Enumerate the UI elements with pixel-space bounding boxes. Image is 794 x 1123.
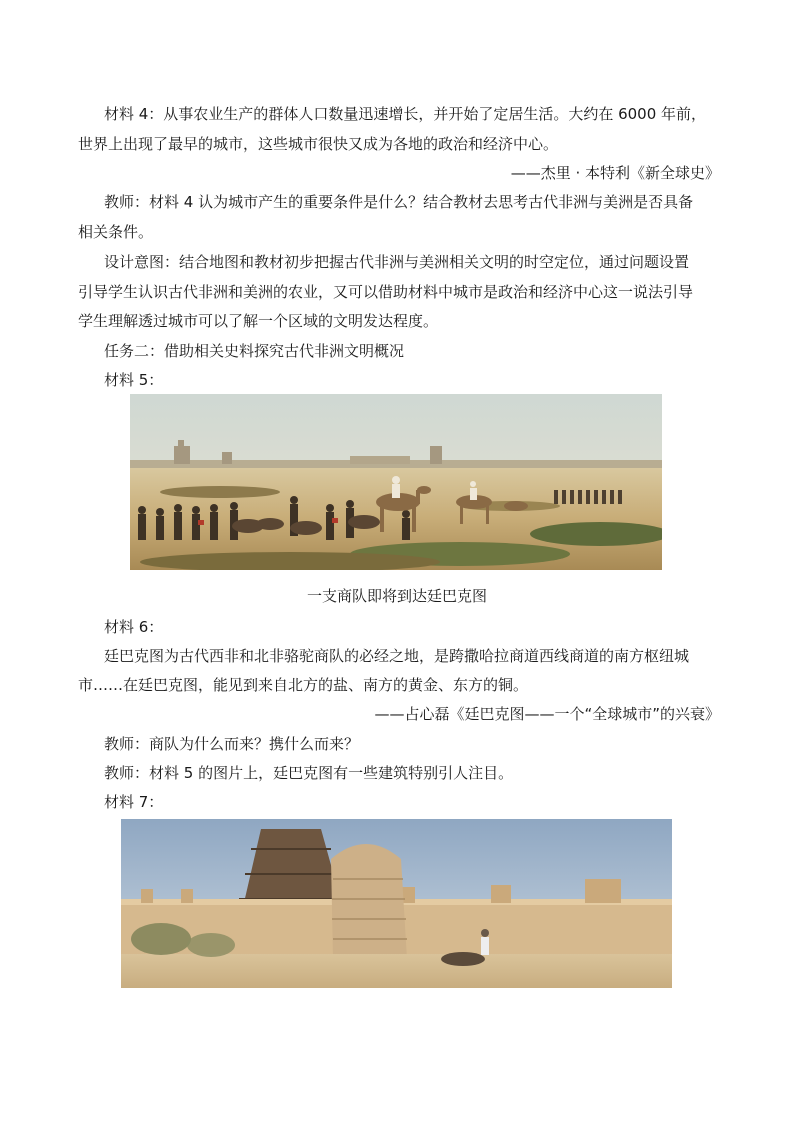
material4-line1: 材料 4：从事农业生产的群体人口数量迅速增长，并开始了定居生活。大约在 6000 年前， bbox=[104, 105, 707, 123]
material4-source: ——杰里 · 本特利《新全球史》 bbox=[510, 164, 720, 182]
teacher1-line1: 教师：材料 4 认为城市产生的重要条件是什么？结合教材去思考古代非洲与美洲是否具备 bbox=[104, 193, 694, 211]
mosque-photo bbox=[121, 819, 672, 988]
mosque-drawing bbox=[121, 819, 672, 988]
teacher2-line: 教师：商队为什么而来？携什么而来？ bbox=[104, 735, 360, 753]
material4-line2: 世界上出现了最早的城市，这些城市很快又成为各地的政治和经济中心。 bbox=[78, 135, 559, 153]
material5-label: 材料 5： bbox=[104, 371, 164, 389]
caravan-drawing bbox=[130, 394, 662, 570]
material6-source: ——占心磊《廷巴克图——一个“全球城市”的兴衰》 bbox=[374, 705, 720, 723]
material5-caption: 一支商队即将到达廷巴克图 bbox=[306, 587, 487, 605]
design-line3: 学生理解透过城市可以了解一个区域的文明发达程度。 bbox=[78, 312, 439, 330]
caravan-illustration bbox=[130, 394, 662, 570]
task2-heading: 任务二：借助相关史料探究古代非洲文明概况 bbox=[104, 342, 405, 360]
material6-line1: 廷巴克图为古代西非和北非骆驼商队的必经之地，是跨撒哈拉商道西线商道的南方枢纽城 bbox=[104, 647, 690, 665]
teacher3-line: 教师：材料 5 的图片上，廷巴克图有一些建筑特别引人注目。 bbox=[104, 764, 514, 782]
material6-label: 材料 6： bbox=[104, 618, 164, 636]
material7-label: 材料 7： bbox=[104, 793, 164, 811]
material6-line2: 市……在廷巴克图，能见到来自北方的盐、南方的黄金、东方的铜。 bbox=[78, 676, 529, 694]
design-line1: 设计意图：结合地图和教材初步把握古代非洲与美洲相关文明的时空定位，通过问题设置 bbox=[104, 253, 690, 271]
design-line2: 引导学生认识古代非洲和美洲的农业，又可以借助材料中城市是政治和经济中心这一说法引导 bbox=[78, 283, 694, 301]
teacher1-line2: 相关条件。 bbox=[78, 223, 154, 241]
